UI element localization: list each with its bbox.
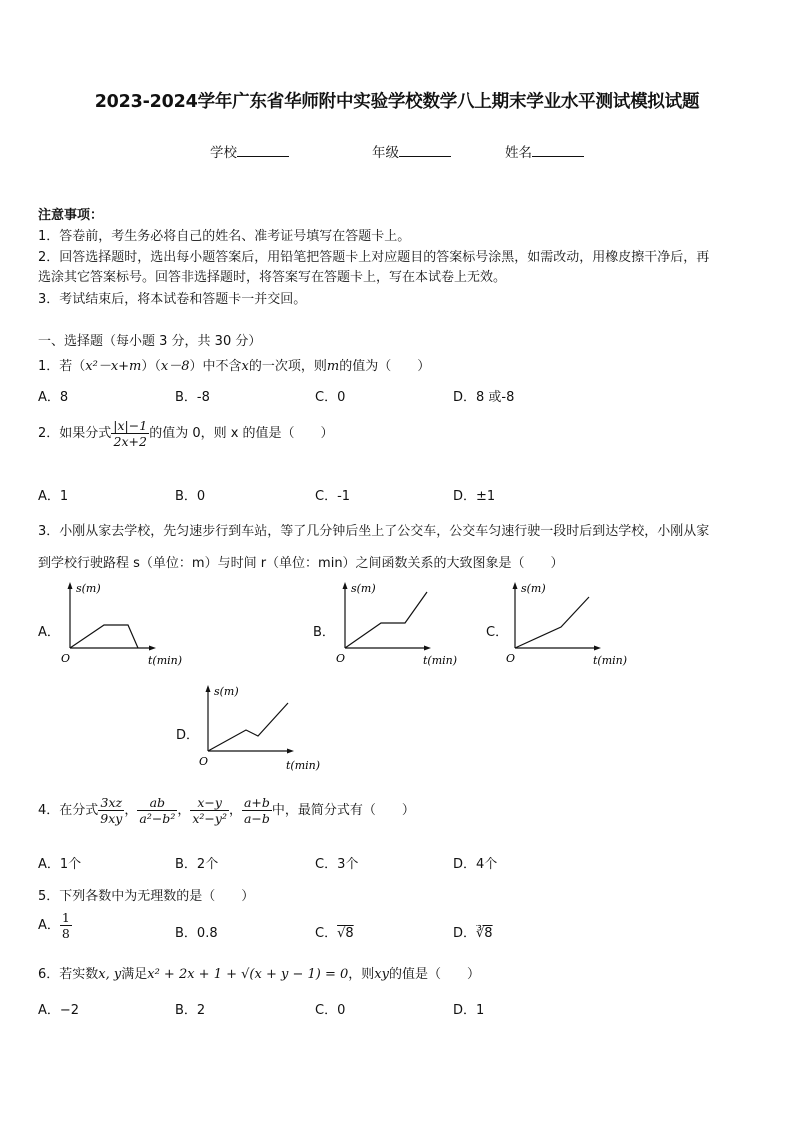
question-4 — [38, 795, 415, 826]
y-arrow — [206, 685, 211, 692]
q5-option-a[interactable] — [38, 910, 72, 941]
origin-label: O — [61, 652, 71, 665]
q4-option-b[interactable]: B．2个 — [175, 857, 219, 872]
q1-option-a[interactable]: A．8 — [38, 390, 69, 405]
q2-numerator: |x|−1 — [113, 418, 148, 433]
q5-c-value: √8 — [337, 926, 354, 941]
x-label: t(min) — [593, 654, 628, 667]
origin-label: O — [199, 755, 209, 768]
q2-option-c[interactable]: C．-1 — [315, 489, 351, 504]
notice-item-2-cont: 选涂其它答案标号。回答非选择题时，将答案写在答题卡上，写在本试卷上无效。 — [38, 270, 507, 285]
q1-expr2: x－8 — [160, 359, 190, 374]
school-label: 学校 — [210, 145, 237, 161]
q6-post: ，则 — [348, 967, 375, 982]
q4-post: 中，最简分式有（ ） — [271, 803, 415, 818]
school-field — [210, 141, 289, 161]
q1-expr1: x²－x+m — [85, 359, 142, 374]
q4-fraction-1 — [98, 795, 124, 826]
q5-d-value: ∛8 — [476, 926, 493, 941]
q4-option-c[interactable]: C．3个 — [315, 857, 359, 872]
q6-xy: xy — [374, 967, 389, 982]
x-label: t(min) — [286, 759, 321, 772]
grade-field — [372, 141, 451, 161]
question-2 — [38, 418, 334, 449]
notice-item-1: 1．答卷前，考生务必将自己的姓名、准考证号填写在答题卡上。 — [38, 229, 411, 244]
q4-pre: 4．在分式 — [38, 803, 99, 818]
question-1 — [38, 355, 430, 374]
q4-fraction-3 — [190, 795, 229, 826]
y-arrow — [513, 582, 518, 589]
q6-option-b[interactable]: B．2 — [175, 1003, 206, 1018]
q1-post2: 的一次项，则 — [248, 359, 327, 374]
q5-d-label: D． — [453, 926, 477, 941]
q5-a-num: 1 — [61, 910, 70, 925]
q6-pre: 6．若实数 — [38, 967, 99, 982]
q3-option-d[interactable]: D． — [176, 728, 200, 743]
q6-mid: 满足 — [121, 967, 148, 982]
x-arrow — [594, 646, 601, 651]
q4-fraction-4 — [242, 795, 272, 826]
q4-f3-num: x−y — [190, 795, 229, 811]
q2-option-b[interactable]: B．0 — [175, 489, 206, 504]
graph-c-line — [515, 597, 589, 648]
q5-option-b[interactable]: B．0.8 — [175, 926, 218, 941]
graph-d-line — [208, 703, 288, 751]
q1-option-b[interactable]: B．-8 — [175, 390, 210, 405]
q1-option-d[interactable]: D．8 或-8 — [453, 390, 515, 405]
q1-post: ）中不含 — [189, 359, 242, 374]
y-label: s(m) — [214, 685, 239, 698]
name-blank — [532, 142, 584, 157]
q1-post3: 的值为（ ） — [339, 359, 431, 374]
q1-mid: ）（ — [141, 359, 161, 374]
q1-option-c[interactable]: C．0 — [315, 390, 346, 405]
q3-line-2: 到学校行驶路程 s（单位：m）与时间 r（单位：min）之间函数关系的大致图象是（ ） — [38, 556, 564, 571]
q4-f1-den: 9xy — [100, 811, 123, 826]
q6-option-d[interactable]: D．1 — [453, 1003, 485, 1018]
q2-post: 的值为 0，则 x 的值是（ ） — [149, 426, 334, 441]
q5-a-label: A． — [38, 918, 60, 933]
q1-var: x — [241, 359, 249, 374]
q3-graph-a — [58, 580, 188, 670]
x-arrow — [287, 749, 294, 754]
q4-option-d[interactable]: D．4个 — [453, 857, 498, 872]
q3-option-c[interactable]: C． — [486, 625, 509, 640]
y-arrow — [343, 582, 348, 589]
q5-c-label: C． — [315, 926, 338, 941]
q2-option-d[interactable]: D．±1 — [453, 489, 496, 504]
graph-b-line — [345, 592, 427, 648]
q2-pre: 2．如果分式 — [38, 426, 112, 441]
q6-option-a[interactable]: A．−2 — [38, 1003, 80, 1018]
q6-option-c[interactable]: C．0 — [315, 1003, 346, 1018]
q6-equation: x² + 2x + 1 + √(x + y − 1) = 0 — [147, 967, 349, 982]
q3-graph-c — [503, 580, 633, 670]
q4-f2-num: ab — [137, 795, 177, 811]
q4-sep-3: ， — [228, 803, 242, 818]
x-label: t(min) — [148, 654, 183, 667]
notice-item-2: 2．回答选择题时，选出每小题答案后，用铅笔把答题卡上对应题目的答案标号涂黑，如需改动，用橡皮擦干净后，再 — [38, 250, 710, 265]
origin-label: O — [336, 652, 346, 665]
q2-fraction — [111, 418, 149, 449]
name-label: 姓名 — [505, 145, 532, 161]
q3-option-a[interactable]: A． — [38, 625, 60, 640]
q4-f2-den: a²−b² — [139, 811, 176, 826]
q4-f4-num: a+b — [243, 795, 270, 810]
q3-graph-d — [196, 683, 326, 773]
q4-option-a[interactable]: A．1个 — [38, 857, 82, 872]
y-arrow — [68, 582, 73, 589]
q1-pre: 1．若（ — [38, 359, 86, 374]
q5-option-d[interactable] — [453, 922, 493, 941]
q3-graph-b — [333, 580, 463, 670]
q4-f4-den: a−b — [243, 811, 270, 826]
q1-var2: m — [326, 359, 340, 374]
school-blank — [237, 142, 289, 157]
page-title: 2023-2024学年广东省华师附中实验学校数学八上期末学业水平测试模拟试题 — [94, 92, 700, 112]
q4-f3-den: x²−y² — [192, 811, 227, 826]
x-arrow — [424, 646, 431, 651]
q5-a-fraction — [60, 910, 72, 941]
origin-label: O — [506, 652, 516, 665]
q3-option-b[interactable]: B． — [313, 625, 335, 640]
q5-a-den: 8 — [61, 926, 70, 941]
notice-item-3: 3．考试结束后，将本试卷和答题卡一并交回。 — [38, 292, 307, 307]
graph-a-line — [70, 625, 138, 648]
notice-heading: 注意事项： — [38, 208, 104, 223]
q4-sep-1: ， — [124, 803, 138, 818]
question-6 — [38, 963, 480, 982]
q3-line-1: 3．小刚从家去学校，先匀速步行到车站，等了几分钟后坐上了公交车，公交车匀速行驶一段时后到达学校，小刚从家 — [38, 524, 710, 539]
q6-vars: x, y — [98, 967, 122, 982]
q5-stem: 5．下列各数中为无理数的是（ ） — [38, 889, 255, 904]
q6-post2: 的值是（ ） — [388, 967, 480, 982]
q5-option-c[interactable] — [315, 922, 354, 941]
name-field — [505, 141, 584, 161]
q4-fraction-2 — [137, 795, 177, 826]
y-label: s(m) — [521, 582, 546, 595]
section-heading: 一、选择题（每小题 3 分，共 30 分） — [38, 334, 262, 349]
grade-label: 年级 — [372, 145, 399, 161]
x-label: t(min) — [423, 654, 458, 667]
q2-denominator: 2x+2 — [113, 434, 147, 449]
y-label: s(m) — [76, 582, 101, 595]
y-label: s(m) — [351, 582, 376, 595]
q4-sep-2: ， — [177, 803, 191, 818]
q4-f1-num: 3xz — [98, 795, 124, 811]
q2-option-a[interactable]: A．1 — [38, 489, 69, 504]
x-arrow — [149, 646, 156, 651]
grade-blank — [399, 142, 451, 157]
